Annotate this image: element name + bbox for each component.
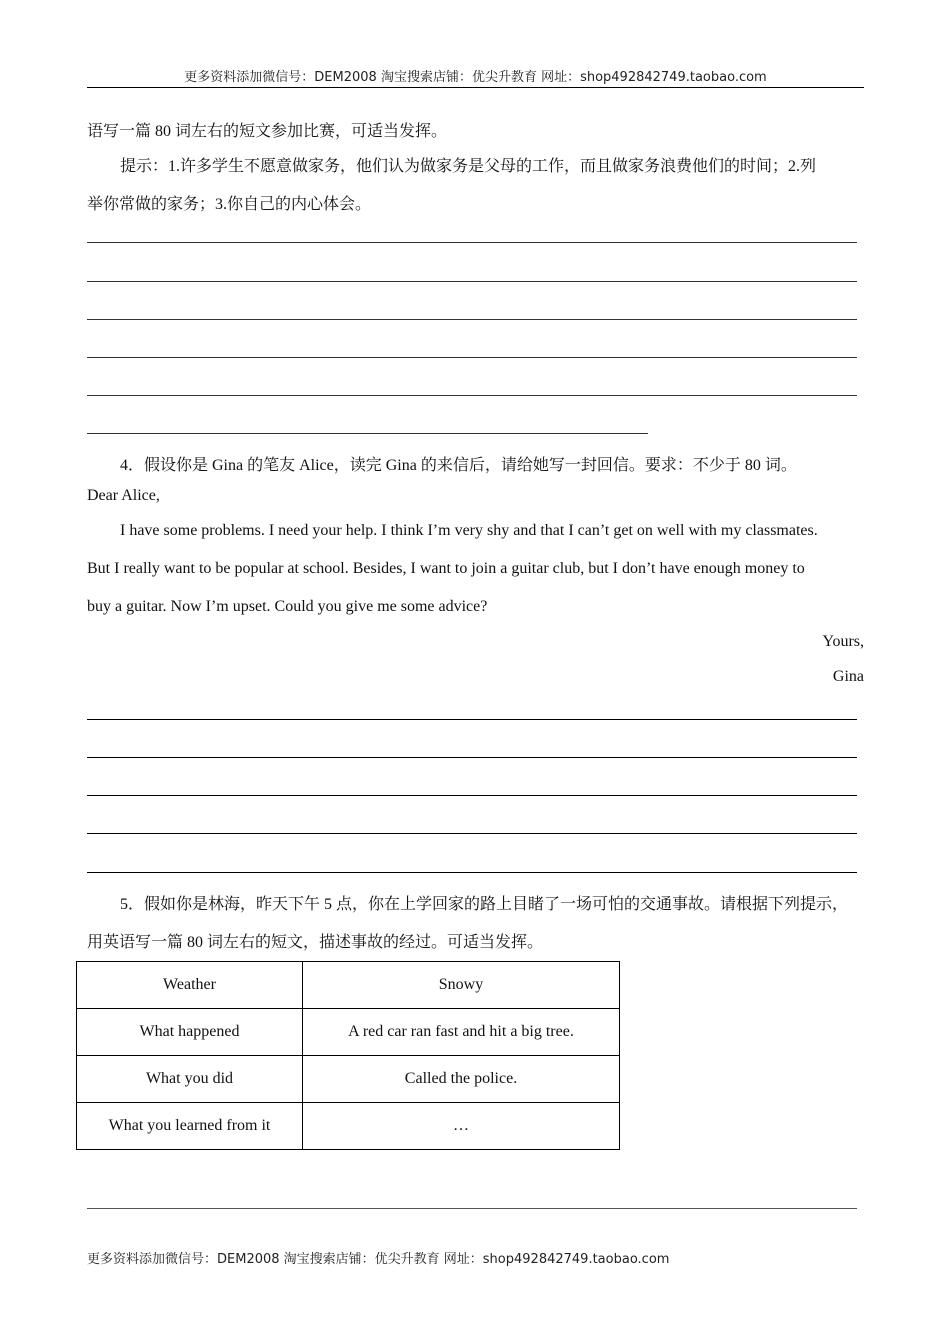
q3-answer-line-1[interactable] bbox=[87, 242, 857, 243]
table-row bbox=[77, 1056, 620, 1103]
q3-answer-line-4[interactable] bbox=[87, 357, 857, 358]
table-cell-label: Weather bbox=[77, 962, 303, 1009]
q4-answer-line-2[interactable] bbox=[87, 757, 857, 758]
table-cell-value: Snowy bbox=[303, 962, 620, 1009]
letter-body-line-2: But I really want to be popular at school. Besides, I want to join a guitar club, but I don’t have enough money to bbox=[87, 560, 805, 577]
table-cell-value: Called the police. bbox=[303, 1056, 620, 1103]
letter-closing: Yours, bbox=[822, 633, 864, 650]
q3-hint-line-cont: 举你常做的家务；3.你自己的内心体会。 bbox=[87, 196, 372, 213]
table-cell-label: What you did bbox=[77, 1056, 303, 1103]
q4-answer-line-1[interactable] bbox=[87, 719, 857, 720]
q5-prompt-line-1: 5．假如你是林海，昨天下午 5 点，你在上学回家的路上目睹了一场可怕的交通事故。请根据下列提示， bbox=[120, 896, 849, 913]
table-cell-value: A red car ran fast and hit a big tree. bbox=[303, 1009, 620, 1056]
page-footer: 更多资料添加微信号：DEM2008 淘宝搜索店铺：优尖升教育 网址：shop492842749.taobao.com bbox=[87, 1252, 670, 1267]
q4-prompt: 4．假设你是 Gina 的笔友 Alice，读完 Gina 的来信后，请给她写一封回信。要求：不少于 80 词。 bbox=[120, 457, 797, 474]
q4-answer-line-4[interactable] bbox=[87, 833, 857, 834]
q4-answer-line-5[interactable] bbox=[87, 872, 857, 873]
header-divider bbox=[87, 87, 864, 88]
q3-hint-line: 提示：1.许多学生不愿意做家务，他们认为做家务是父母的工作，而且做家务浪费他们的时间；2.列 bbox=[120, 158, 817, 175]
q5-answer-line-1[interactable] bbox=[87, 1208, 857, 1209]
table-cell-value: … bbox=[303, 1103, 620, 1150]
table-row bbox=[77, 962, 620, 1009]
q3-answer-line-2[interactable] bbox=[87, 281, 857, 282]
table-cell-label: What happened bbox=[77, 1009, 303, 1056]
letter-body-line-1: I have some problems. I need your help. I think I’m very shy and that I can’t get on well with my classmates. bbox=[120, 522, 818, 539]
letter-salutation: Dear Alice, bbox=[87, 487, 160, 504]
table-cell-label: What you learned from it bbox=[77, 1103, 303, 1150]
table-row bbox=[77, 1103, 620, 1150]
q5-info-table bbox=[76, 961, 620, 1150]
letter-signature: Gina bbox=[832, 668, 864, 685]
letter-body-line-3: buy a guitar. Now I’m upset. Could you give me some advice? bbox=[87, 598, 488, 615]
q3-answer-line-6[interactable] bbox=[87, 433, 648, 434]
q3-answer-line-5[interactable] bbox=[87, 395, 857, 396]
page-header: 更多资料添加微信号：DEM2008 淘宝搜索店铺：优尖升教育 网址：shop492842749.taobao.com bbox=[184, 70, 767, 85]
q5-prompt-line-2: 用英语写一篇 80 词左右的短文，描述事故的经过。可适当发挥。 bbox=[87, 934, 544, 951]
q3-answer-line-3[interactable] bbox=[87, 319, 857, 320]
q3-line-1: 语写一篇 80 词左右的短文参加比赛，可适当发挥。 bbox=[87, 123, 448, 140]
q4-answer-line-3[interactable] bbox=[87, 795, 857, 796]
table-row bbox=[77, 1009, 620, 1056]
